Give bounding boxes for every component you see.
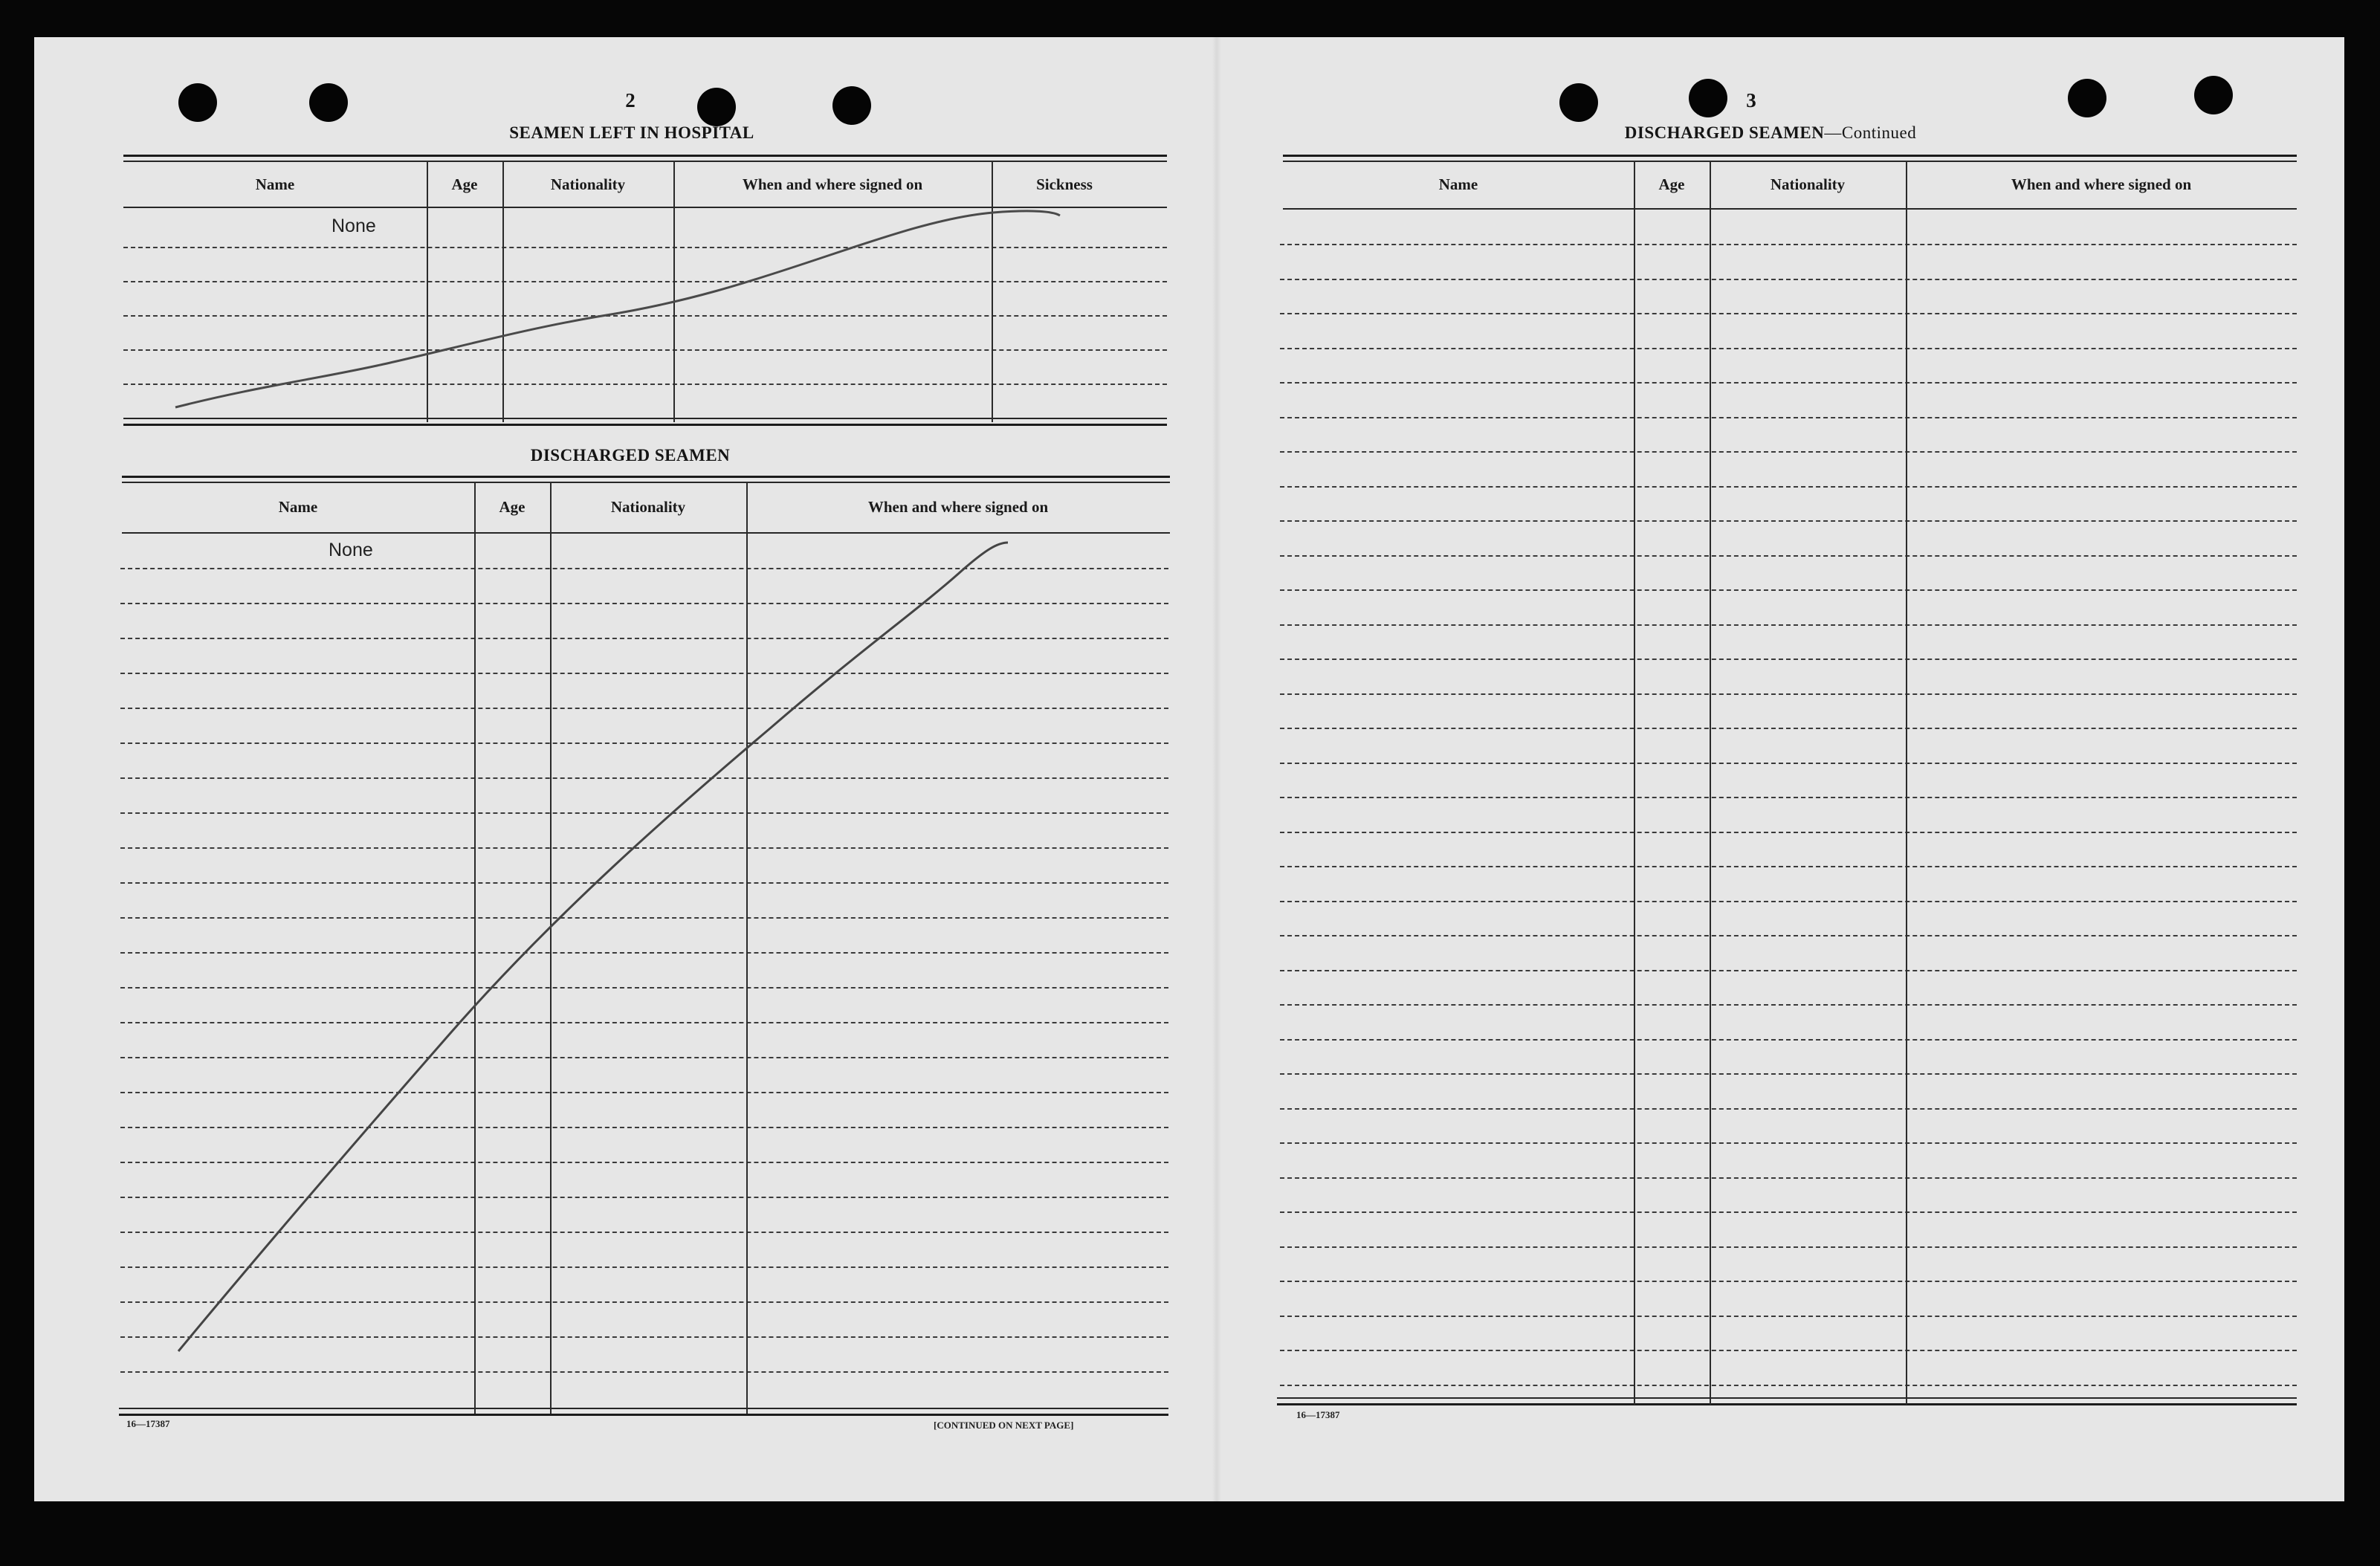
discharged-entry: None — [329, 540, 373, 560]
column-divider — [1710, 161, 1711, 1405]
row-rule — [1280, 797, 2297, 798]
row-rule — [1280, 279, 2297, 280]
title-suffix: —Continued — [1824, 123, 1917, 142]
row-rule — [1280, 313, 2297, 314]
discharged-strike-line — [178, 543, 1008, 1351]
row-rule — [1280, 555, 2297, 557]
row-rule — [1280, 1211, 2297, 1213]
page-number: 3 — [1746, 89, 1756, 111]
row-rule — [1280, 486, 2297, 488]
column-header-signed-on: When and where signed on — [2011, 175, 2192, 193]
row-rule — [1280, 348, 2297, 349]
column-header-nationality: Nationality — [1770, 175, 1846, 193]
row-rule — [1280, 1177, 2297, 1179]
form-number: 16—17387 — [126, 1418, 170, 1429]
table-rule — [1277, 1397, 2297, 1399]
column-header-age: Age — [499, 498, 526, 516]
column-header-name: Name — [278, 498, 318, 516]
row-rule — [1280, 1350, 2297, 1351]
row-rule — [1280, 1246, 2297, 1248]
column-header-nationality: Nationality — [610, 498, 686, 516]
column-header-nationality: Nationality — [550, 175, 626, 193]
discharged-continued-title — [1625, 123, 1916, 143]
hospital-entry: None — [332, 216, 376, 236]
row-rule — [1280, 1108, 2297, 1110]
column-header-name: Name — [255, 175, 295, 193]
row-rule — [1280, 901, 2297, 902]
row-rule — [1280, 1004, 2297, 1006]
row-rule — [1280, 1142, 2297, 1144]
row-rule — [1280, 659, 2297, 660]
row-rule — [1280, 1385, 2297, 1386]
title-main: DISCHARGED SEAMEN — [1624, 123, 1825, 142]
left-page — [34, 37, 1216, 1501]
table-rule — [1283, 155, 2297, 157]
row-rule — [1280, 763, 2297, 764]
pen-strike-marks — [34, 37, 1216, 1501]
row-rule — [1280, 1281, 2297, 1282]
column-divider — [1906, 161, 1907, 1405]
page-number: 2 — [625, 89, 636, 111]
row-rule — [1280, 589, 2297, 591]
row-rule — [1280, 1039, 2297, 1041]
hospital-strike-line — [175, 211, 1060, 407]
row-rule — [1280, 693, 2297, 695]
row-rule — [1280, 417, 2297, 418]
column-header-sickness: Sickness — [1036, 175, 1093, 193]
row-rule — [1280, 1316, 2297, 1317]
row-rule — [1280, 244, 2297, 245]
right-page — [1216, 37, 2344, 1501]
column-header-signed-on: When and where signed on — [867, 498, 1049, 516]
row-rule — [1280, 970, 2297, 971]
row-rule — [1280, 1073, 2297, 1075]
column-divider — [1634, 161, 1635, 1405]
column-header-signed-on: When and where signed on — [742, 175, 923, 193]
hospital-section-title: SEAMEN LEFT IN HOSPITAL — [509, 123, 754, 142]
row-rule — [1280, 624, 2297, 626]
row-rule — [1280, 866, 2297, 867]
row-rule — [1280, 382, 2297, 384]
table-rule — [1277, 1403, 2297, 1405]
continued-note: [CONTINUED ON NEXT PAGE] — [934, 1420, 1074, 1431]
row-rule — [1280, 935, 2297, 936]
discharged-section-title: DISCHARGED SEAMEN — [530, 446, 731, 465]
row-rule — [1280, 451, 2297, 453]
row-rule — [1280, 728, 2297, 729]
row-rule — [1280, 520, 2297, 522]
column-header-age: Age — [1658, 175, 1685, 193]
row-rule — [1280, 832, 2297, 833]
form-number: 16—17387 — [1296, 1409, 1340, 1420]
column-header-age: Age — [451, 175, 478, 193]
column-header-name: Name — [1438, 175, 1478, 193]
scanned-document — [34, 37, 2344, 1501]
table-rule — [1283, 208, 2297, 210]
table-rule — [1283, 161, 2297, 162]
